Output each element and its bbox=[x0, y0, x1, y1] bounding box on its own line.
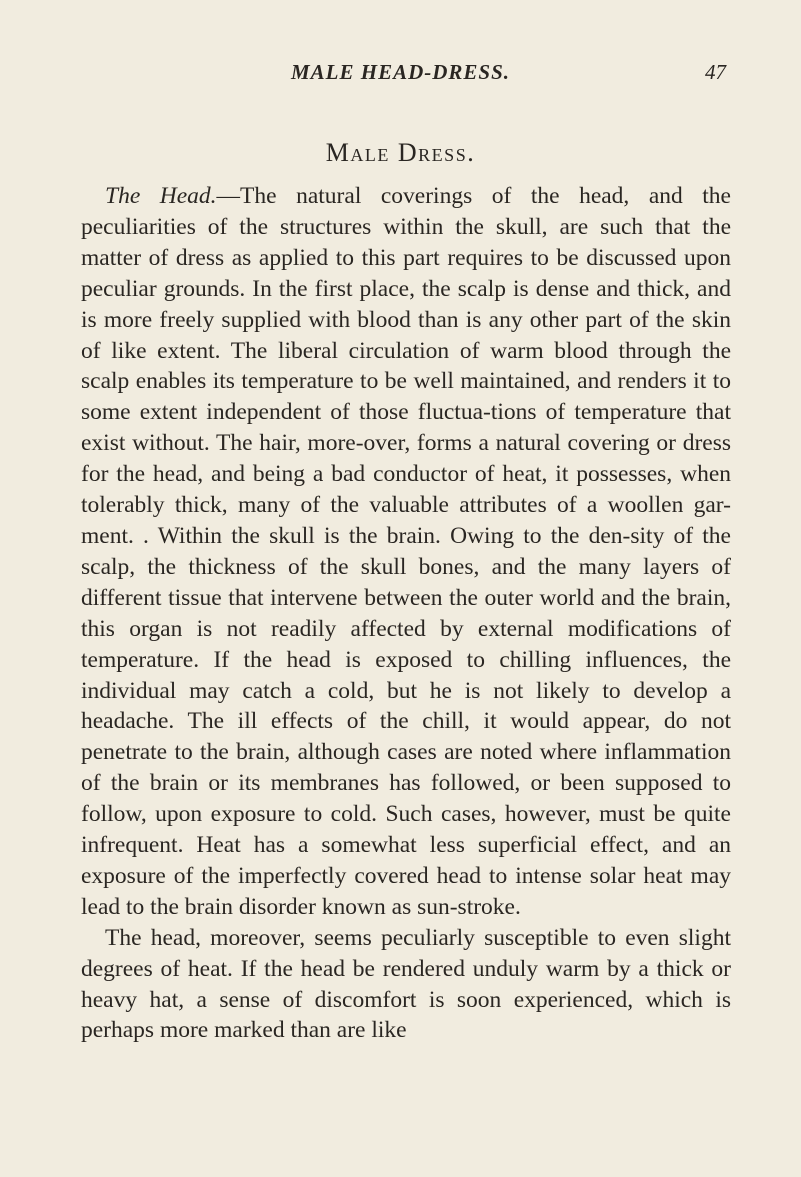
page-number: 47 bbox=[705, 60, 726, 84]
body-text bbox=[81, 181, 731, 1046]
paragraph-1 bbox=[81, 181, 731, 923]
running-title: MALE HEAD-DRESS. bbox=[290, 60, 511, 84]
paragraph-text: The head, moreover, seems peculiarly susceptible to even slight degrees of heat. If the head be rendered unduly warm by a thick or heavy hat, a sense of discomfort is soon experienced, which is perhaps more marked than are like bbox=[81, 924, 731, 1044]
section-title: Male Dress. bbox=[325, 138, 476, 167]
paragraph-lead: The Head. bbox=[105, 183, 217, 209]
paragraph-text: —The natural coverings of the head, and the peculiarities of the structures within the skull, are such that the matter of dress as applied to this part requires to be discussed upon peculiar grounds. In the first place, the scalp is dense and thick, and is more freely supplied with blood than is any other part of the skin of like extent. The liberal circulation of warm blood through the scalp enables its temperature to be well maintained, and renders it to some extent independent of those fluctua-tions of temperature that exist without. The hair, more-over, forms a natural covering or dress for the head, and being a bad conductor of heat, it possesses, when tolerably thick, many of the valuable attributes of a woollen gar-ment. . Within the skull is the brain. Owing to the den-sity of the scalp, the thickness of the skull bones, and the many layers of different tissue that intervene between the outer world and the brain, this organ is not readily affected by external modifications of temperature. If the head is exposed to chilling influences, the individual may catch a cold, but he is not likely to develop a headache. The ill effects of the chill, it would appear, do not penetrate to the brain, although cases are noted where inflammation of the brain or its membranes has followed, or been supposed to follow, upon exposure to cold. Such cases, however, must be quite infrequent. Heat has a somewhat less superficial effect, and an exposure of the imperfectly covered head to intense solar heat may lead to the brain disorder known as sun-stroke. bbox=[81, 183, 731, 920]
paragraph-2 bbox=[81, 923, 731, 1047]
running-head bbox=[0, 60, 801, 90]
